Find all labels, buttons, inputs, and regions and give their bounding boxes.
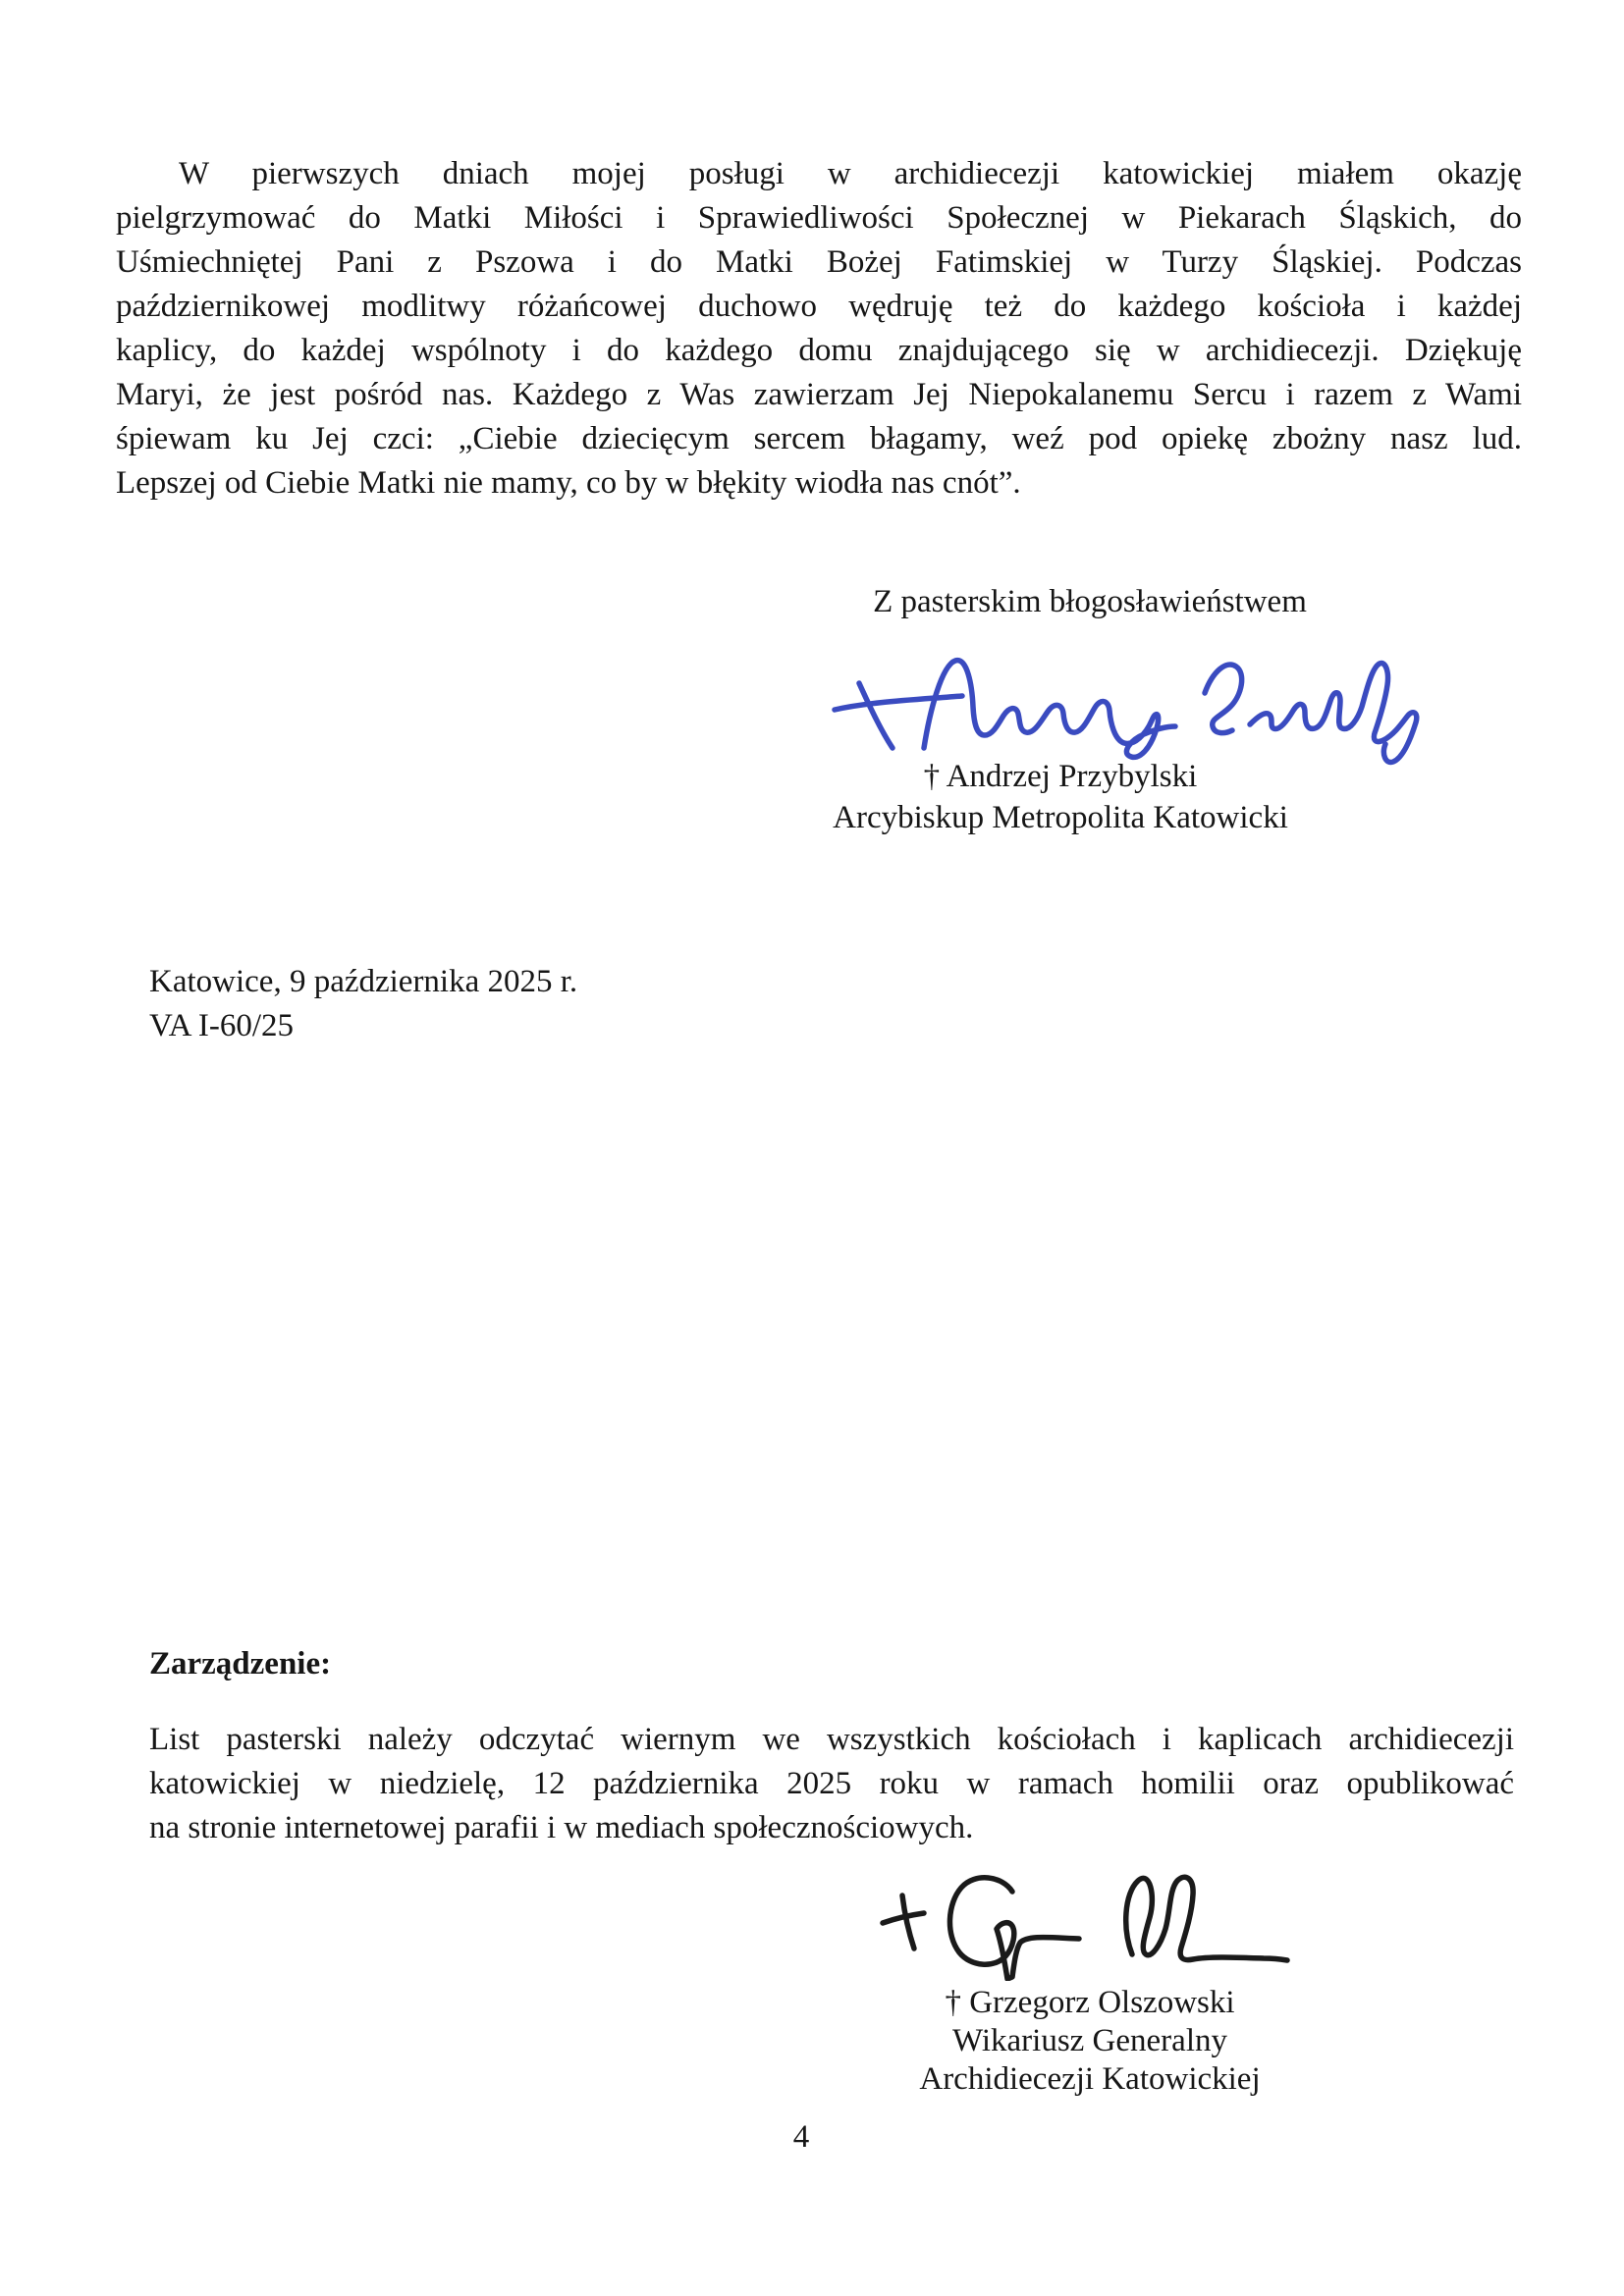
paragraph-line: List pasterski należy odczytać wiernym we wszystkich kościołach i kaplicach archidiecezji bbox=[149, 1722, 1514, 1757]
signatory-title: Wikariusz Generalny bbox=[952, 2023, 1227, 2058]
signatory-name: † Grzegorz Olszowski bbox=[945, 1985, 1235, 2020]
ordinance-heading: Zarządzenie: bbox=[149, 1646, 332, 1682]
paragraph-line: październikowej modlitwy różańcowej duchowo wędruję też do każdego kościoła i każdej bbox=[116, 289, 1522, 324]
signatory-title: Archidiecezji Katowickiej bbox=[919, 2061, 1261, 2097]
page-number: 4 bbox=[792, 2119, 810, 2155]
paragraph-line: Uśmiechniętej Pani z Pszowa i do Matki Bożej Fatimskiej w Turzy Śląskiej. Podczas bbox=[116, 244, 1522, 280]
ordinance-paragraph bbox=[149, 1718, 1514, 1850]
dateline-block bbox=[149, 960, 577, 1048]
paragraph-line: pielgrzymować do Matki Miłości i Sprawiedliwości Społecznej w Piekarach Śląskich, do bbox=[116, 200, 1522, 236]
body-paragraph bbox=[116, 152, 1522, 506]
signatory-name: † Andrzej Przybylski bbox=[923, 759, 1198, 794]
signature-andrzej-przybylski-handwriting bbox=[830, 648, 1443, 771]
paragraph-line: katowickiej w niedzielę, 12 października 2025 roku w ramach homilii oraz opublikować bbox=[149, 1766, 1514, 1801]
signature-grzegorz-olszowski-handwriting bbox=[869, 1868, 1291, 1981]
paragraph-line: śpiewam ku Jej czci: „Ciebie dziecięcym sercem błagamy, weź pod opiekę zbożny nasz lud. bbox=[116, 421, 1522, 456]
place-date: Katowice, 9 października 2025 r. bbox=[149, 964, 578, 999]
paragraph-line: Maryi, że jest pośród nas. Każdego z Was zawierzam Jej Niepokalanemu Sercu i razem z Wami bbox=[116, 377, 1522, 412]
reference-number: VA I-60/25 bbox=[149, 1008, 294, 1043]
paragraph-line: na stronie internetowej parafii i w mediach społecznościowych. bbox=[149, 1810, 974, 1845]
signatory-block-vicar-general bbox=[746, 1984, 1434, 2099]
paragraph-line: Lepszej od Ciebie Matki nie mamy, co by w błękity wiodła nas cnót”. bbox=[116, 465, 1021, 501]
paragraph-line: W pierwszych dniach mojej posługi w archidiecezji katowickiej miałem okazję bbox=[179, 156, 1522, 191]
signatory-block-archbishop bbox=[717, 756, 1404, 838]
paragraph-line: kaplicy, do każdej wspólnoty i do każdego domu znajdującego się w archidiecezji. Dziękuję bbox=[116, 333, 1522, 368]
signatory-title: Arcybiskup Metropolita Katowicki bbox=[833, 800, 1288, 835]
blessing-line: Z pasterskim błogosławieństwem bbox=[873, 584, 1307, 619]
